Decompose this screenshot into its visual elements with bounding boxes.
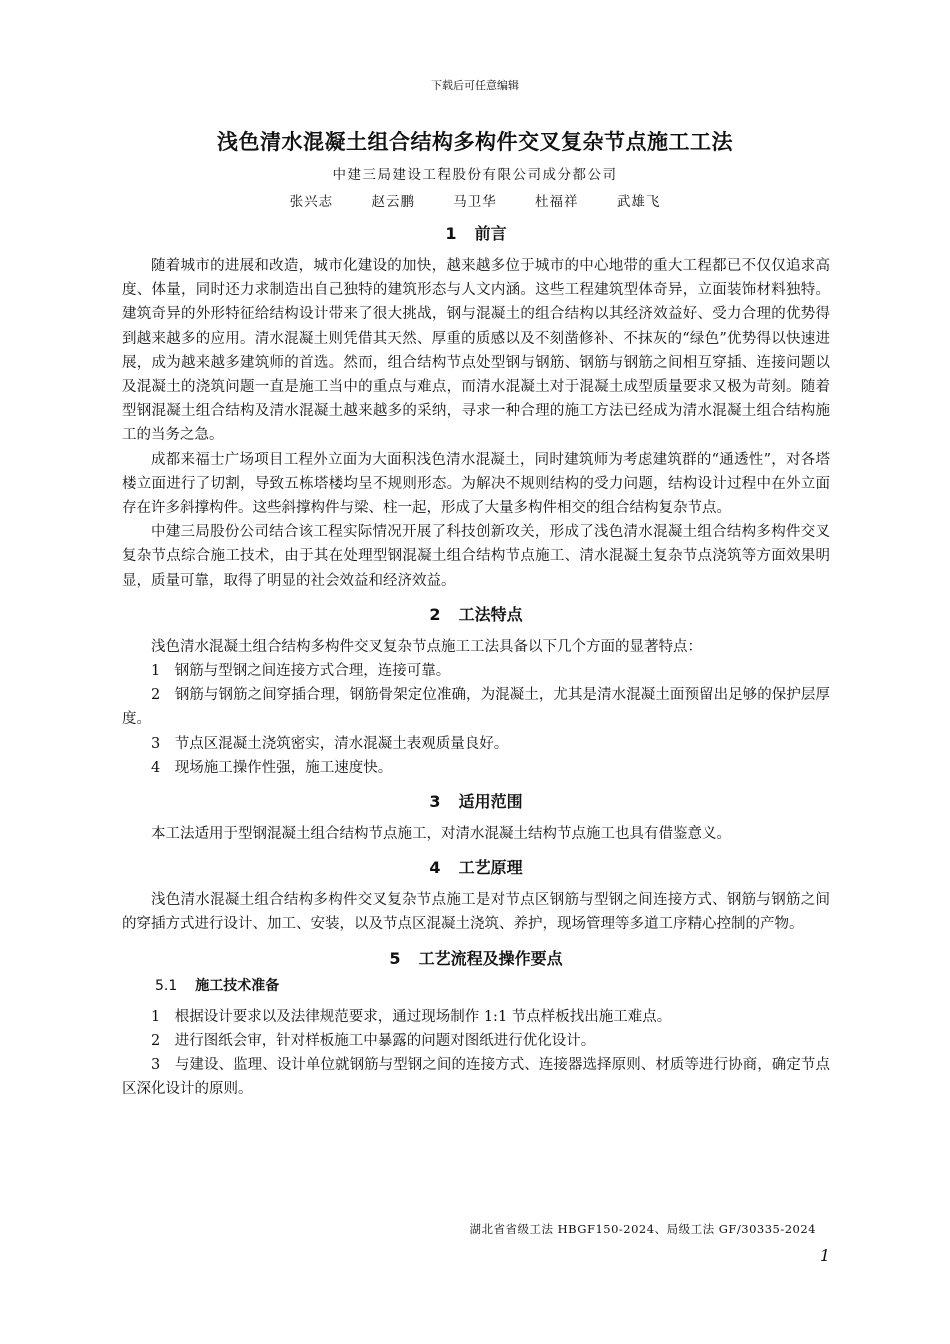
section-heading-4: 4 工艺原理 xyxy=(429,858,523,878)
document-body xyxy=(122,220,830,1101)
paragraph: 浅色清水混凝土组合结构多构件交叉复杂节点施工是对节点区钢筋与型钢之间连接方式、钢筋与钢筋之间的穿插方式进行设计、加工、安装，以及节点区混凝土浇筑、养护，现场管理等多道工序精心控制的产物。 xyxy=(122,892,830,933)
page-number: 1 xyxy=(819,1246,830,1265)
list-item: 1 根据设计要求以及法律规范要求，通过现场制作 1:1 节点样板找出施工难点。 xyxy=(151,1008,672,1025)
list-item: 1 钢筋与型钢之间连接方式合理，连接可靠。 xyxy=(151,663,451,680)
author-name: 武雄飞 xyxy=(616,194,661,210)
organization: 中建三局建设工程股份有限公司成分都公司 xyxy=(332,167,618,183)
list-item: 2 进行图纸会审，针对样板施工中暴露的问题对图纸进行优化设计。 xyxy=(151,1032,596,1049)
author-name: 杜福祥 xyxy=(535,194,579,210)
section-heading-5: 5 工艺流程及操作要点 xyxy=(389,948,563,968)
author-name: 张兴志 xyxy=(289,194,334,210)
list-item: 4 现场施工操作性强，施工速度快。 xyxy=(151,759,393,776)
footer-note: 湖北省省级工法 HBGF150-2024、局级工法 GF/30335-2024 xyxy=(469,1222,816,1236)
list-item: 2 钢筋与钢筋之间穿插合理，钢筋骨架定位准确，为混凝土，尤其是清水混凝土面预留出足够的保护层厚度。 xyxy=(122,687,830,728)
section-heading-1: 1 前言 xyxy=(445,224,507,243)
paragraph: 中建三局股份公司结合该工程实际情况开展了科技创新攻关，形成了浅色清水混凝土组合结构多构件交叉复杂节点综合施工技术，由于其在处理型钢混凝土组合结构节点施工、清水混凝土复杂节点浇筑等方面效果明显，质量可靠，取得了明显的社会效益和经济效益。 xyxy=(122,524,830,589)
paragraph: 成都来福士广场项目工程外立面为大面积浅色清水混凝土，同时建筑师为考虑建筑群的“通透性”，对各塔楼立面进行了切割，导致五栋塔楼均呈不规则形态。为解决不规则结构的受力问题，结构设计过程中在外立面存在许多斜撑构件。这些斜撑构件与梁、柱一起，形成了大量多构件相交的组合结构复杂节点。 xyxy=(122,451,830,517)
list-item: 3 与建设、监理、设计单位就钢筋与型钢之间的连接方式、连接器选择原则、材质等进行协商，确定节点区深化设计的原则。 xyxy=(122,1057,830,1098)
author-name: 马卫华 xyxy=(453,194,497,210)
paragraph: 随着城市的进展和改造，城市化建设的加快，越来越多位于城市的中心地带的重大工程都已不仅仅追求高度、体量，同时还力求制造出自己独特的建筑形态与人文内涵。这些工程建筑型体奇异，立面装饰材料独特。建筑奇异的外形特征给结构设计带来了很大挑战，钢与混凝土的组合结构以其经济效益好、受力合理的优势得到越来越多的应用。清水混凝土则凭借其天然、厚重的质感以及不刻凿修补、不抹灰的“绿色”优势得以快速进展，成为越来越多建筑师的首选。然而，组合结构节点处型钢与钢筋、钢筋与钢筋之间相互穿插、连接问题以及混凝土的浇筑问题一直是施工当中的重点与难点，而清水混凝土对于混凝土成型质量要求又极为苛刻。随着型钢混凝土组合结构及清水混凝土越来越多的采纳，寻求一种合理的施工方法已经成为清水混凝土组合结构施工的当务之急。 xyxy=(122,258,830,444)
header-note: 下载后可任意编辑 xyxy=(431,79,519,92)
author-list xyxy=(0,190,950,210)
subsection-heading-5-1: 5.1 施工技术准备 xyxy=(155,977,280,994)
author-name: 赵云鹏 xyxy=(371,194,415,210)
section-heading-2: 2 工法特点 xyxy=(429,604,523,624)
document-title: 浅色清水混凝土组合结构多构件交叉复杂节点施工工法 xyxy=(217,130,733,154)
paragraph: 本工法适用于型钢混凝土组合结构节点施工，对清水混凝土结构节点施工也具有借鉴意义。 xyxy=(151,826,731,843)
paragraph: 浅色清水混凝土组合结构多构件交叉复杂节点施工工法具备以下几个方面的显著特点： xyxy=(151,638,702,655)
list-item: 3 节点区混凝土浇筑密实，清水混凝土表观质量良好。 xyxy=(151,735,509,752)
section-heading-3: 3 适用范围 xyxy=(429,792,523,812)
